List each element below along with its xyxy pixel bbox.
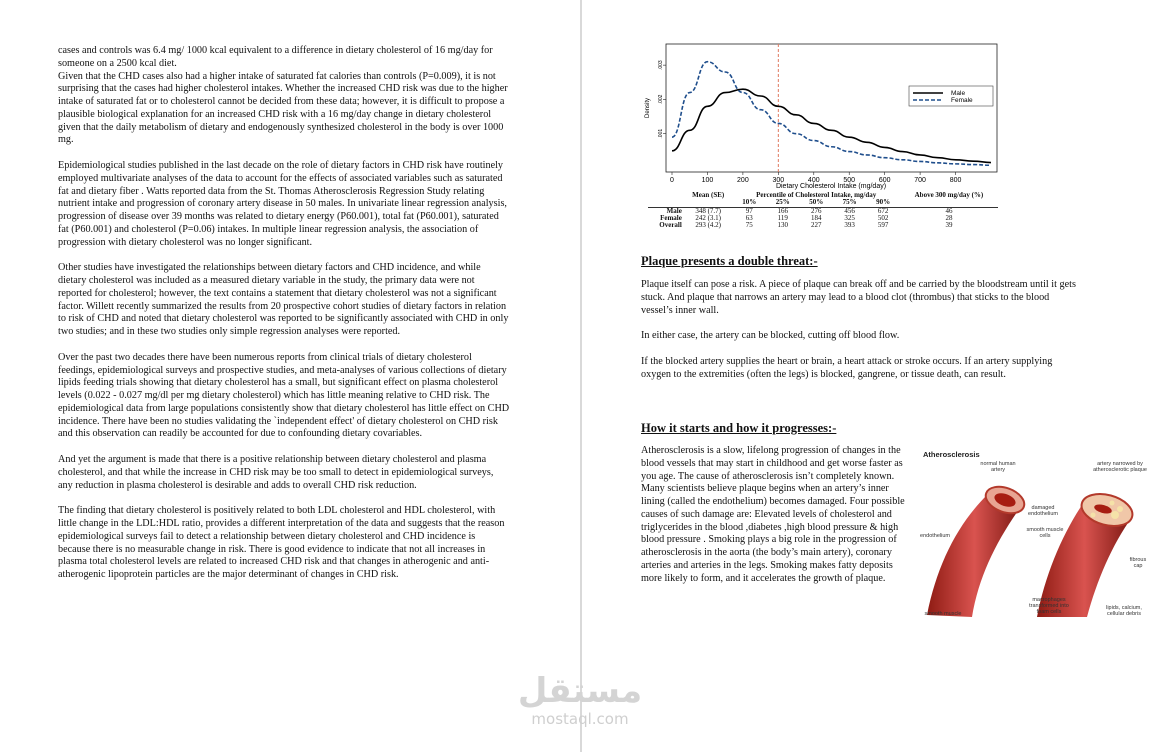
table-header: 50% bbox=[809, 198, 824, 207]
table-header: Mean (SE) bbox=[692, 191, 725, 199]
left-page bbox=[0, 0, 580, 752]
x-tick-label: 800 bbox=[949, 177, 962, 184]
paragraph: Over the past two decades there have been numerous reports from clinical trials of dietary cholesterol feedings, epidemiological surveys and prospective studies, and meta-analyses of various collections of dietary lipids feeding trials showing that dietary cholesterol has a small, but significant effect on plasma cholesterol levels (0.022 - 0.027 mg/dl per mg dietary cholesterol) which has little meaning relative to CHD risk. The epidemiological data from large populations consistently show that dietary cholesterol has little effect on CHD incidence. There have been no studies validating the `independent effect' of dietary cholesterol on CHD risk and this observation can readily be accounted for due to confounding dietary covariables. bbox=[58, 351, 510, 440]
table-cell: 393 bbox=[844, 221, 855, 230]
normal-artery bbox=[927, 482, 1028, 617]
table-cell: Female bbox=[660, 213, 682, 222]
watermark bbox=[510, 672, 650, 742]
percentile-table bbox=[648, 192, 998, 229]
label-endothelium: endothelium bbox=[920, 533, 950, 539]
section-heading-double-threat: Plaque presents a double threat:- bbox=[641, 254, 818, 268]
y-axis-label: Density bbox=[645, 97, 651, 119]
table-cell: 130 bbox=[777, 221, 788, 230]
x-tick-label: 300 bbox=[772, 177, 785, 184]
table-cell: 502 bbox=[877, 213, 889, 222]
atherosclerosis-illustration bbox=[917, 445, 1147, 625]
paragraph: Other studies have investigated the relationships between dietary factors and CHD incidence, and while dietary cholesterol was included as a measured dietary variable in the study, the primary data were not reported for cholesterol; however, the text contains a statement that dietary cholesterol was not a significant factor. Willett recently summarized the results from 20 prospective cohort studies of dietary factors in relation to risk of CHD and noted that dietary cholesterol was reported to be significantly associated with CHD in only two studies; and in these two studies only simple regression analyses were reported. bbox=[58, 262, 509, 337]
legend-label: Female bbox=[951, 97, 973, 104]
table-cell: 276 bbox=[799, 207, 832, 215]
x-tick-label: 0 bbox=[670, 177, 674, 184]
table-cell: 293 (4.2) bbox=[695, 221, 721, 230]
table-cell: 672 bbox=[866, 207, 900, 215]
table-header: 75% bbox=[842, 198, 857, 207]
paragraph: Plaque itself can pose a risk. A piece of plaque can break off and be carried by the bloodstream until it gets stuck. And plaque that narrows an artery may lead to a blood clot (thrombus) that sticks to the blood vessel’s inner wall. bbox=[641, 279, 1076, 316]
label-smooth-muscle-cells: smooth muscle cells bbox=[1026, 527, 1064, 539]
watermark-latin: mostaql.com bbox=[531, 710, 629, 728]
paragraph: cases and controls was 6.4 mg/ 1000 kcal equivalent to a difference in dietary cholesterol of 16 mg/day for someone on a 2500 kcal diet. bbox=[58, 45, 493, 69]
table-cell: 39 bbox=[945, 221, 953, 230]
density-chart-svg bbox=[641, 42, 1001, 192]
left-text-column bbox=[58, 45, 510, 595]
table-cell: 597 bbox=[877, 221, 889, 230]
x-tick-label: 400 bbox=[807, 177, 820, 184]
x-tick-label: 500 bbox=[843, 177, 856, 184]
right-page bbox=[582, 0, 1163, 752]
x-tick-label: 600 bbox=[878, 177, 891, 184]
paragraph: Given that the CHD cases also had a higher intake of saturated fat calories than controls (P=0.009), it is not surprising that the cases had higher cholesterol intakes. Whether the increased CHD risk was due to the higher intake of saturated fat or to cholesterol cannot be decided from these data; however, it is difficult to propose a plausible biological explanation for an increased CHD risk with a 16 mg/day change in dietary cholesterol given that the daily metabolism of dietary and endogenously synthesized cholesterol in the body is over 1000 mg. bbox=[58, 70, 508, 146]
paragraph: The finding that dietary cholesterol is positively related to both LDL cholesterol and HDL cholesterol, with little change in the LDL:HDL ratio, provides a different interpretation of the data and suggests that the reason epidemiological surveys fail to detect a relationship between dietary cholesterol and CHD incidence is because there is no measurable change in risk. There is good evidence to indicate that not all increases in plasma total cholesterol levels are related to increased CHD risk and that changes in atherogenic and anti-atherogenic lipoprotein particles are the major determinant of changes in CHD risk. bbox=[58, 505, 505, 580]
label-fibrous-cap: fibrous cap bbox=[1129, 557, 1147, 569]
table-cell: 28 bbox=[945, 213, 953, 222]
paragraph: In either case, the artery can be blocked, cutting off blood flow. bbox=[641, 330, 900, 342]
table-header bbox=[900, 199, 998, 207]
table-header: 10% bbox=[742, 198, 757, 207]
legend-label: Male bbox=[951, 90, 966, 97]
table-cell: 227 bbox=[810, 221, 822, 230]
paragraph: Atherosclerosis is a slow, lifelong progression of changes in the blood vessels that may start in childhood and get worse faster as you age. The cause of atherosclerosis isn’t completely known. Many scientists believe plaque begins when an artery’s inner lining (called the endothelium) becomes damaged. Four possible causes of such damage are: Elevated levels of cholesterol and triglycerides in the blood ,diabetes ,high blood pressure & high blood pressure . Smoking plays a big role in the progression of atherosclerosis in the aorta (the body’s main artery), coronary arteries and arteries in the legs. Smoking makes fatty deposits more likely to form, and it accelerates the growth of plaque. bbox=[641, 445, 905, 584]
table-cell: 166 bbox=[766, 207, 799, 215]
table-header bbox=[648, 192, 684, 199]
table-cell: 63 bbox=[745, 213, 753, 222]
table-cell: 348 (7.7) bbox=[684, 207, 733, 215]
paragraph: Epidemiological studies published in the last decade on the role of dietary factors in CHD risk have routinely employed multivariate analyses of the data to account for the effects of associated variables such as saturated fat and dietary fiber . Watts reported data from the St. Thomas Atherosclerosis Regression Study relating nutrient intake and progression of coronary artery disease in 50 males. In univariate linear regression analysis, progression of disease over 39 months was related to dietary energy (P60.001), total fat (P60.001), saturated fat (P60.001) and cholesterol (P=0.06) intakes. In multiple linear regression analysis, the association of progression with dietary cholesterol was no longer significant. bbox=[58, 160, 507, 248]
table-header: 25% bbox=[775, 198, 790, 207]
illustration-title: Atherosclerosis bbox=[923, 450, 980, 459]
label-normal-artery: normal human artery bbox=[980, 461, 1016, 473]
table-header: Above 300 mg/day (%) bbox=[914, 191, 984, 199]
table-cell: 46 bbox=[900, 207, 998, 215]
section-progression bbox=[641, 445, 906, 598]
table-header: 90% bbox=[876, 198, 891, 207]
x-tick-label: 200 bbox=[737, 177, 749, 184]
table-cell: Male bbox=[648, 207, 684, 215]
label-damaged-endothelium: damaged endothelium bbox=[1028, 505, 1058, 517]
table-group-header: Percentile of Cholesterol Intake, mg/day bbox=[756, 191, 877, 199]
plot-frame bbox=[666, 44, 997, 172]
paragraph: And yet the argument is made that there is a positive relationship between dietary cholesterol and plasma cholesterol, and that while the increase in CHD risk may be too small to detect in epidemiological surveys, any reduction in plasma cholesterol is desirable and adds to overall CHD risk reduction. bbox=[58, 454, 494, 491]
table-cell: 456 bbox=[833, 207, 866, 215]
watermark-arabic: مستقل bbox=[517, 671, 643, 711]
table-cell: Overall bbox=[659, 221, 682, 230]
paragraph: If the blocked artery supplies the heart or brain, a heart attack or stroke occurs. If an artery supplying oxygen to the extremities (often the legs) is blocked, gangrene, or tissue death, can result. bbox=[641, 356, 1053, 380]
label-smooth-muscle: smooth muscle bbox=[924, 611, 962, 617]
table-header bbox=[648, 199, 684, 207]
y-tick-label: .003 bbox=[658, 60, 664, 71]
label-lipids: lipids, calcium, cellular debris bbox=[1106, 605, 1142, 617]
table-header bbox=[684, 199, 733, 207]
section-heading-progression: How it starts and how it progresses:- bbox=[641, 421, 837, 435]
table-cell: 242 (3.1) bbox=[695, 213, 721, 222]
table-cell: 184 bbox=[810, 213, 822, 222]
table-cell: 325 bbox=[844, 213, 855, 222]
table-row bbox=[648, 222, 998, 229]
y-tick-label: .001 bbox=[658, 128, 664, 139]
label-macrophages: macrophages transformed into foam cells bbox=[1029, 597, 1069, 615]
section-double-threat bbox=[641, 279, 1081, 395]
x-tick-label: 700 bbox=[914, 177, 926, 184]
table-cell: 119 bbox=[777, 213, 788, 222]
y-tick-label: .002 bbox=[658, 94, 664, 105]
table-cell: 97 bbox=[733, 207, 766, 215]
x-axis-label: Dietary Cholesterol Intake (mg/day) bbox=[775, 183, 887, 190]
label-narrowed-artery: artery narrowed by atherosclerotic plaque bbox=[1093, 461, 1147, 473]
table-cell: 75 bbox=[745, 221, 753, 230]
x-tick-label: 100 bbox=[701, 177, 714, 184]
